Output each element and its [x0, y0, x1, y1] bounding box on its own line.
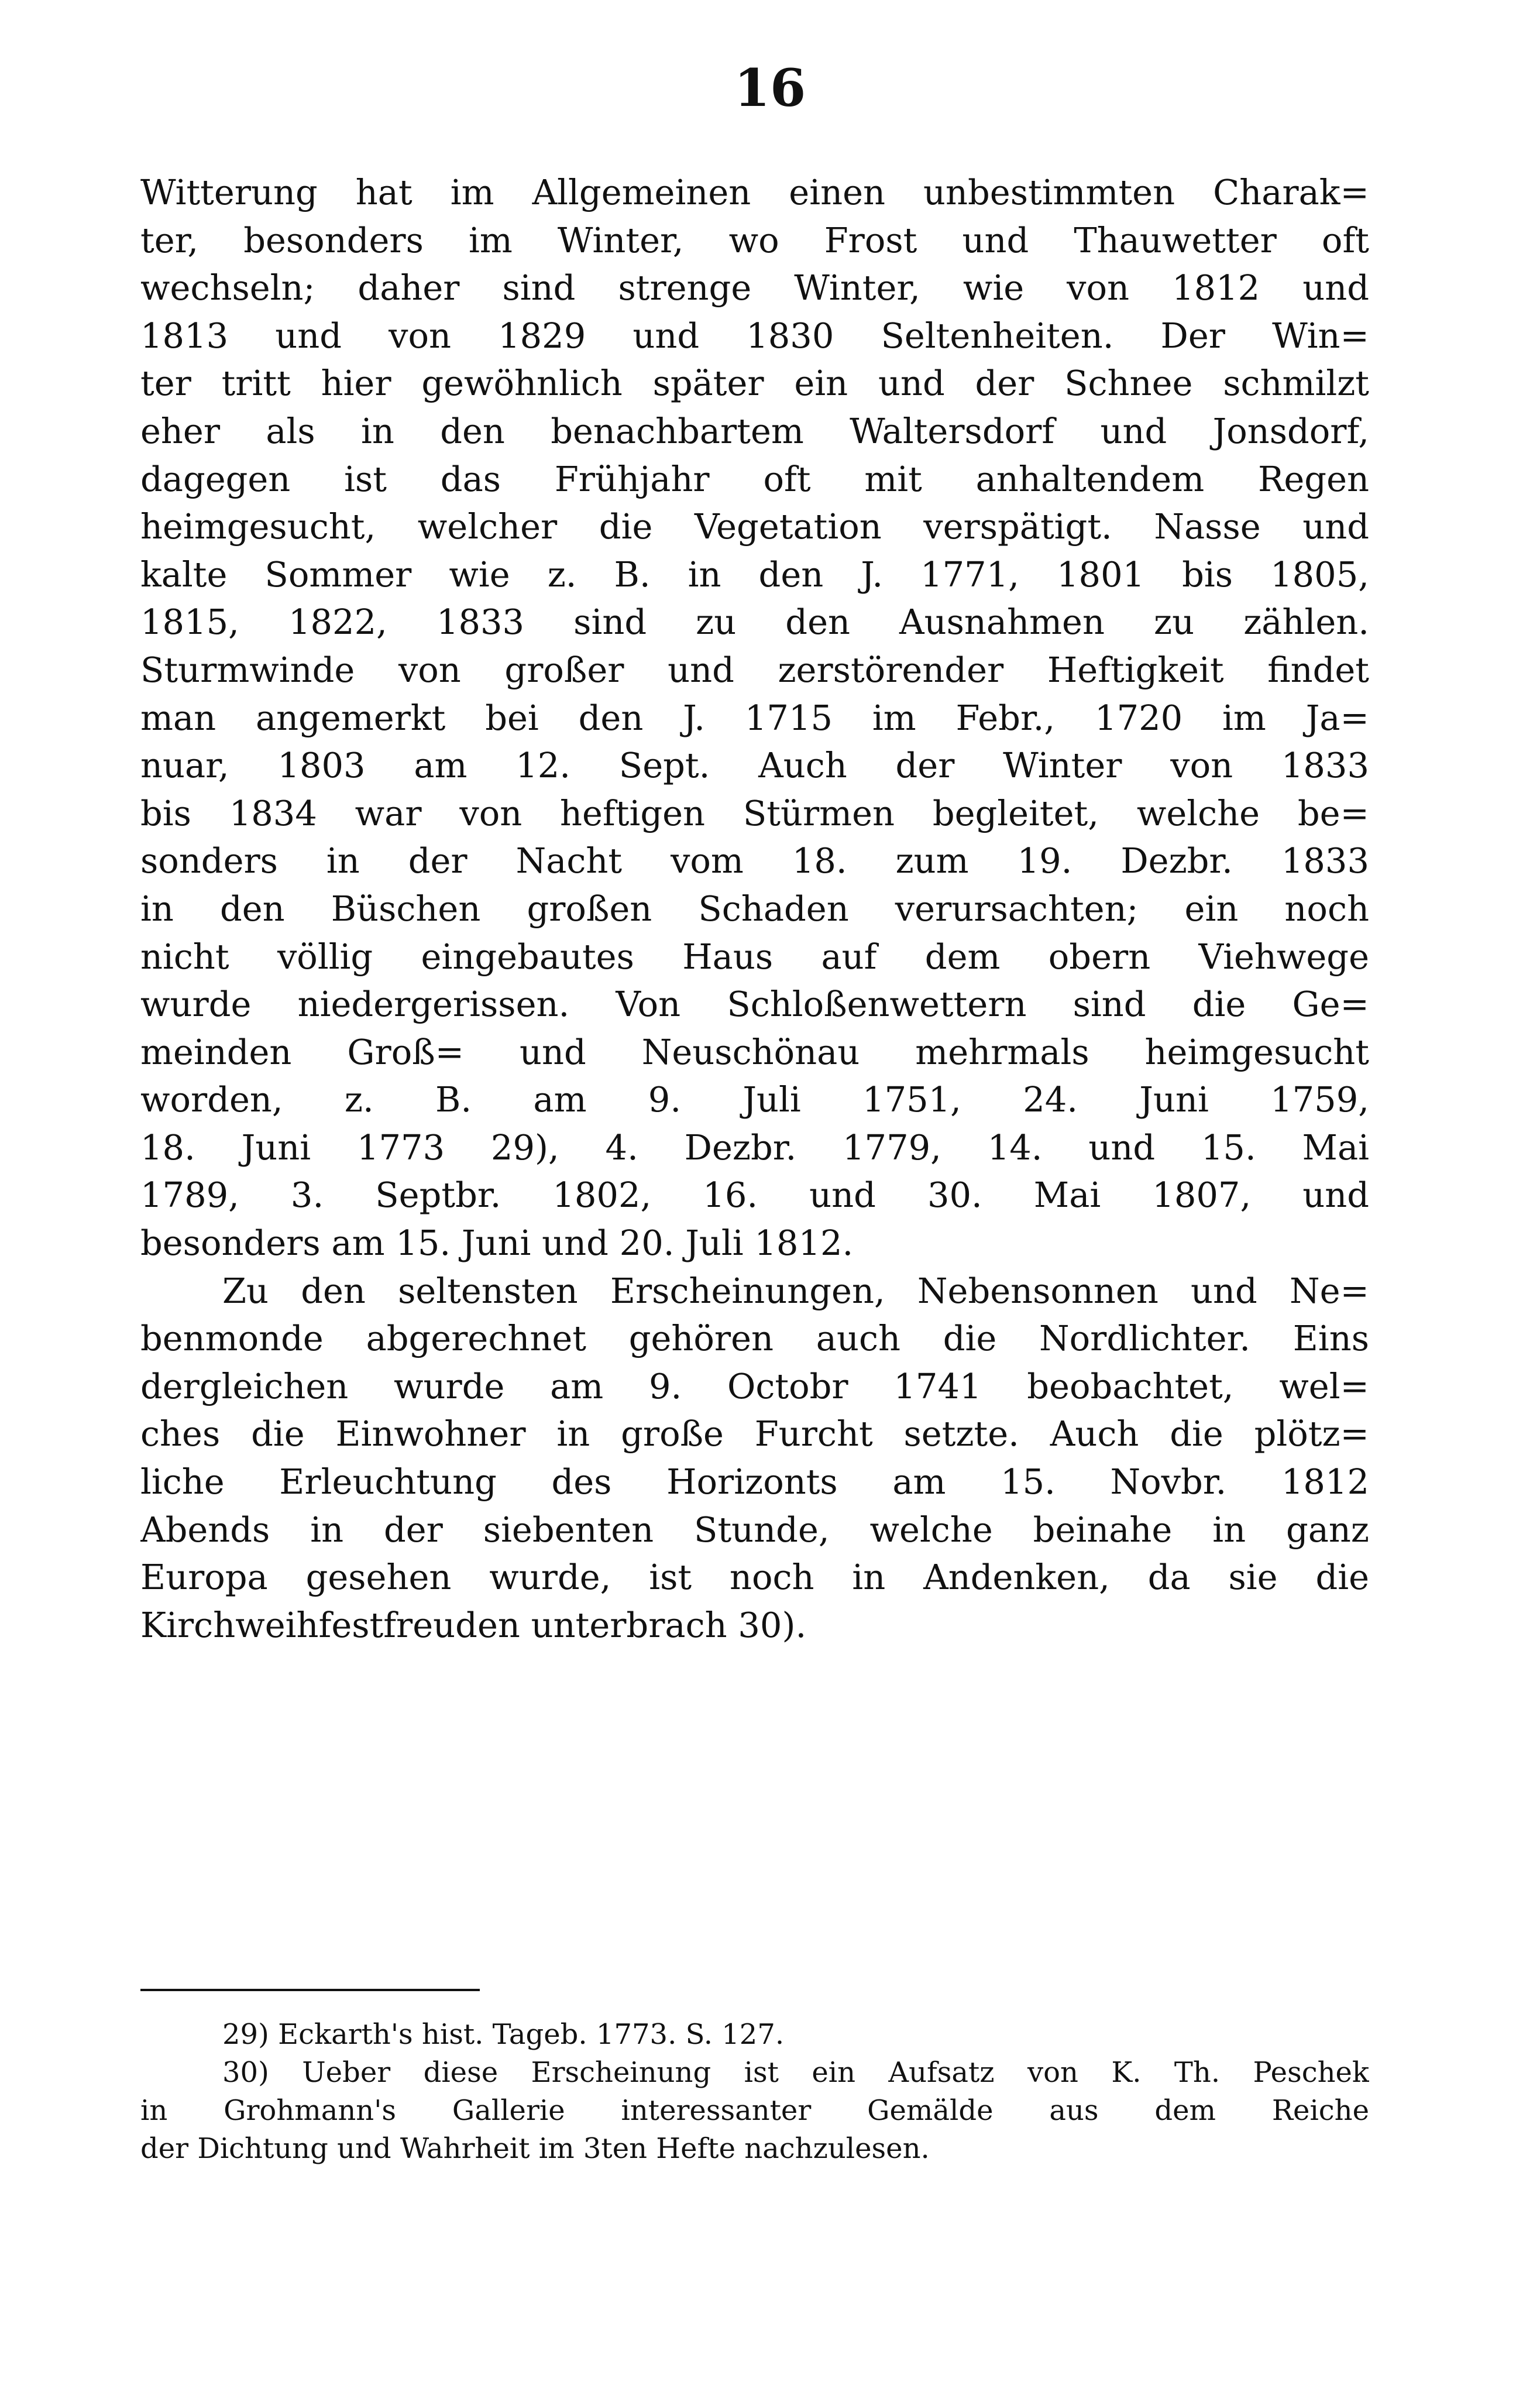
body-text: [140, 169, 1369, 1649]
text-line: eher als in den benachbartem Waltersdorf und Jonsdorf,: [140, 410, 1369, 451]
footnote-divider: [140, 1989, 480, 1991]
footnote-line: der Dichtung und Wahrheit im 3ten Hefte nachzulesen.: [140, 2132, 930, 2165]
text-line: in den Büschen großen Schaden verursachten; ein noch: [140, 888, 1369, 929]
text-line: Zu den seltensten Erscheinungen, Nebensonnen und Ne=: [222, 1270, 1369, 1311]
text-line: Kirchweihfestfreuden unterbrach 30).: [140, 1604, 807, 1645]
text-line: Abends in der siebenten Stunde, welche beinahe in ganz: [140, 1509, 1369, 1550]
text-line: benmonde abgerechnet gehören auch die Nordlichter. Eins: [140, 1318, 1369, 1359]
text-line: Witterung hat im Allgemeinen einen unbestimmten Charak=: [140, 172, 1369, 212]
text-line: heimgesucht, welcher die Vegetation verspätigt. Nasse und: [140, 506, 1369, 547]
footnote-line: 30) Ueber diese Erscheinung ist ein Aufsatz von K. Th. Peschek: [222, 2056, 1369, 2089]
footnotes: [140, 2016, 1369, 2168]
text-line: nicht völlig eingebautes Haus auf dem obern Viehwege: [140, 936, 1369, 977]
text-line: man angemerkt bei den J. 1715 im Febr., 1720 im Ja=: [140, 697, 1369, 738]
text-line: liche Erleuchtung des Horizonts am 15. Novbr. 1812: [140, 1461, 1369, 1502]
text-line: 1815, 1822, 1833 sind zu den Ausnahmen zu zählen.: [140, 602, 1369, 643]
footnote-line: 29) Eckarth's hist. Tageb. 1773. S. 127.: [222, 2018, 785, 2051]
text-line: kalte Sommer wie z. B. in den J. 1771, 1801 bis 1805,: [140, 554, 1369, 595]
page-number: 16: [734, 57, 806, 118]
text-line: bis 1834 war von heftigen Stürmen begleitet, welche be=: [140, 792, 1369, 833]
text-line: 1813 und von 1829 und 1830 Seltenheiten. Der Win=: [140, 315, 1369, 356]
text-line: meinden Groß= und Neuschönau mehrmals heimgesucht: [140, 1031, 1369, 1072]
text-line: Sturmwinde von großer und zerstörender Heftigkeit findet: [140, 649, 1369, 690]
text-line: besonders am 15. Juni und 20. Juli 1812.: [140, 1223, 854, 1264]
text-line: Europa gesehen wurde, ist noch in Andenken, da sie die: [140, 1557, 1369, 1598]
text-line: dergleichen wurde am 9. Octobr 1741 beobachtet, wel=: [140, 1365, 1369, 1406]
footnote-line: in Grohmann's Gallerie interessanter Gemälde aus dem Reiche: [140, 2094, 1369, 2127]
text-line: ches die Einwohner in große Furcht setzte. Auch die plötz=: [140, 1413, 1369, 1454]
text-line: ter, besonders im Winter, wo Frost und Thauwetter oft: [140, 219, 1369, 260]
text-line: worden, z. B. am 9. Juli 1751, 24. Juni 1759,: [140, 1079, 1369, 1120]
text-line: 18. Juni 1773 29), 4. Dezbr. 1779, 14. und 15. Mai: [140, 1127, 1369, 1168]
text-line: wurde niedergerissen. Von Schloßenwettern sind die Ge=: [140, 984, 1369, 1025]
text-line: 1789, 3. Septbr. 1802, 16. und 30. Mai 1807, und: [140, 1175, 1369, 1216]
text-line: dagegen ist das Frühjahr oft mit anhaltendem Regen: [140, 458, 1369, 499]
text-line: wechseln; daher sind strenge Winter, wie von 1812 und: [140, 267, 1369, 308]
text-line: ter tritt hier gewöhnlich später ein und der Schnee schmilzt: [140, 363, 1369, 404]
text-line: nuar, 1803 am 12. Sept. Auch der Winter von 1833: [140, 745, 1369, 786]
text-line: sonders in der Nacht vom 18. zum 19. Dezbr. 1833: [140, 840, 1369, 881]
